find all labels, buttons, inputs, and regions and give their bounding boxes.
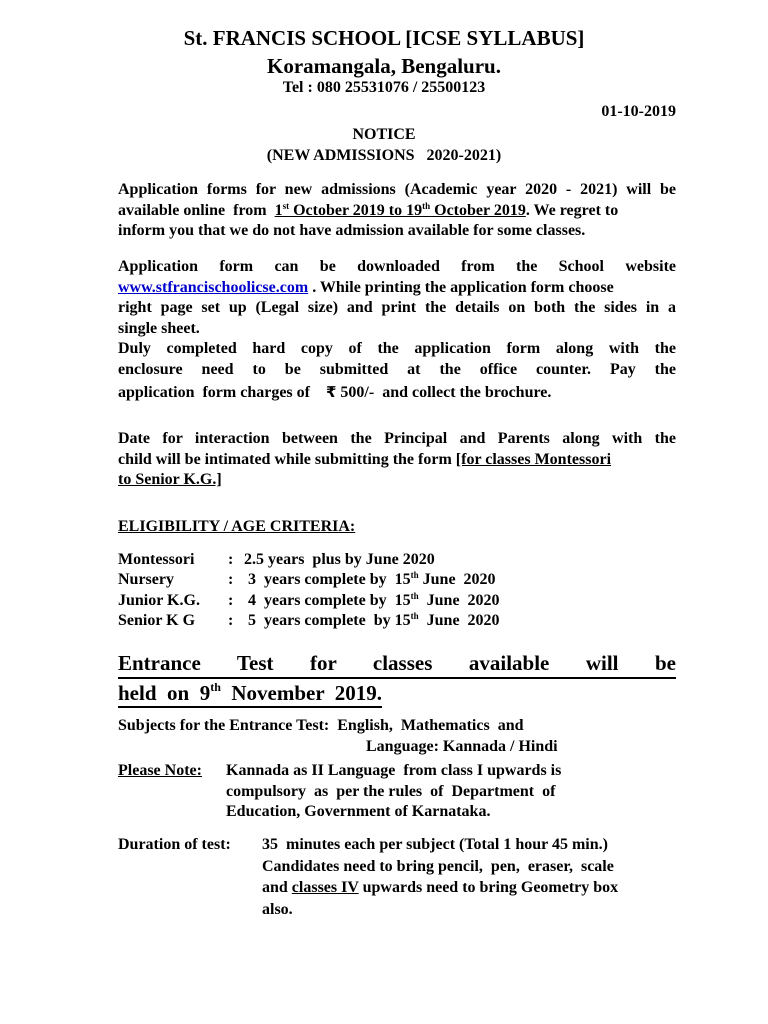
paragraph-interaction xyxy=(118,429,676,491)
paragraph-application-availability xyxy=(118,180,676,242)
date-start: 1 xyxy=(274,201,283,219)
school-location: Koramangala, Bengaluru. xyxy=(267,54,501,78)
duration-line3 xyxy=(262,877,678,899)
table-row xyxy=(118,550,500,570)
para1-line3: inform you that we do not have admission available for some classes. xyxy=(118,222,586,239)
school-name: St. FRANCIS SCHOOL [ICSE SYLLABUS] xyxy=(183,26,585,50)
notice-subtitle: (NEW ADMISSIONS 2020-2021) xyxy=(266,147,502,164)
entrance-line2-sup: th xyxy=(210,680,221,694)
para3-line2-prefix: child will be intimated while submitting the form xyxy=(118,450,456,468)
criterion-sup: th xyxy=(410,590,419,601)
entrance-line2 xyxy=(118,680,382,708)
table-row xyxy=(118,591,500,611)
colon: : xyxy=(228,571,234,589)
date-end-sup: th xyxy=(422,200,431,211)
age-criterion xyxy=(244,570,496,590)
para1-line2 xyxy=(118,201,676,222)
colon: : xyxy=(228,611,234,629)
duration-line3-prefix: and xyxy=(262,879,292,896)
eligibility-heading-text: ELIGIBILITY / AGE CRITERIA: xyxy=(118,518,356,535)
notice-title: NOTICE xyxy=(352,126,416,143)
school-telephone: Tel : 080 25531076 / 25500123 xyxy=(282,79,486,96)
test-duration xyxy=(118,834,678,920)
notice-heading xyxy=(0,124,768,166)
entrance-line2-prefix: held on 9 xyxy=(118,681,211,705)
date-start-sup: st xyxy=(282,200,290,211)
criterion-text: 3 years complete by 15 xyxy=(244,571,411,589)
criterion-post: June 2020 xyxy=(418,591,500,609)
table-row xyxy=(118,570,500,590)
date-end-rest: October 2019 xyxy=(430,201,526,219)
entrance-line2-suffix: November 2019. xyxy=(220,681,383,705)
form-charge-amount: 500/- xyxy=(336,384,375,401)
age-criterion xyxy=(244,611,500,631)
criterion-post: June 2020 xyxy=(418,571,496,589)
criterion-sup: th xyxy=(410,570,419,581)
class-name: Junior K.G. xyxy=(118,591,200,609)
para2-line2-rest: . While printing the application form choose xyxy=(308,278,614,296)
criterion-text: 5 years complete by 15 xyxy=(244,611,411,629)
criterion-text: 2.5 years plus by June 2020 xyxy=(244,551,435,568)
para1-line2-prefix: available online from xyxy=(118,201,275,219)
eligibility-table xyxy=(118,550,500,631)
para2-line5: Duly completed hard copy of the application form along with the xyxy=(118,340,676,357)
para1-line1: Application forms for new admissions (Academic year 2020 - 2021) will be xyxy=(118,181,676,198)
para2-line4: single sheet. xyxy=(118,319,200,337)
criterion-text: 4 years complete by 15 xyxy=(244,591,411,609)
application-window xyxy=(275,202,526,219)
eligibility-heading xyxy=(118,517,676,538)
duration-label: Duration of test: xyxy=(118,836,231,853)
school-website-link[interactable]: www.stfrancischoolicse.com xyxy=(118,278,309,296)
colon: : xyxy=(228,551,234,568)
table-row xyxy=(118,611,500,631)
subjects-for-test xyxy=(118,716,676,757)
colon: : xyxy=(228,591,234,609)
para2-line7-suffix: and collect the brochure. xyxy=(374,384,552,401)
para2-line7 xyxy=(118,382,676,404)
para2-line2 xyxy=(118,278,676,299)
paragraph-download-instructions xyxy=(118,257,676,404)
para3-line1: Date for interaction between the Principal and Parents along with the xyxy=(118,430,676,447)
duration-line1: 35 minutes each per subject (Total 1 hour 45 min.) xyxy=(262,836,608,853)
class-name: Montessori xyxy=(118,551,195,568)
class-name: Nursery xyxy=(118,571,174,589)
age-criterion xyxy=(244,550,435,570)
class-name: Senior K G xyxy=(118,611,196,629)
para2-line6: enclosure need to be submitted at the office counter. Pay the xyxy=(118,360,676,378)
please-note-line2: compulsory as per the rules of Department of xyxy=(226,782,556,800)
date-start-rest: October 2019 to 19 xyxy=(289,201,423,219)
please-note-line1: Kannada as II Language from class I upwards is xyxy=(226,762,562,779)
criterion-post: June 2020 xyxy=(418,611,500,629)
entrance-line1: Entrance Test for classes available will be xyxy=(118,649,676,679)
notice-date: 01-10-2019 xyxy=(601,103,676,120)
criterion-sup: th xyxy=(410,610,419,621)
para1-line2-suffix: . We regret to xyxy=(525,201,619,219)
subjects-line1: Subjects for the Entrance Test: English, Mathematics and xyxy=(118,717,524,734)
please-note-line3: Education, Government of Karnataka. xyxy=(226,803,491,820)
duration-line3-suffix: upwards need to bring Geometry box xyxy=(358,879,619,896)
para3-line2 xyxy=(118,450,676,471)
para3-line3-underlined: to Senior K.G.] xyxy=(118,471,222,488)
para3-line2-underlined: [for classes Montessori xyxy=(455,450,612,468)
duration-line4: also. xyxy=(262,900,293,918)
para2-line1: Application form can be downloaded from the School website xyxy=(118,258,676,275)
subjects-line2: Language: Kannada / Hindi xyxy=(366,737,558,755)
please-note xyxy=(118,761,678,823)
duration-line2: Candidates need to bring pencil, pen, eraser, scale xyxy=(262,857,614,875)
para2-line7-prefix: application form charges of xyxy=(118,384,326,401)
rupee-icon: ₹ xyxy=(325,383,337,401)
duration-line3-underlined: classes IV xyxy=(291,879,359,896)
age-criterion xyxy=(244,591,500,611)
please-note-label: Please Note: xyxy=(118,762,202,779)
para2-line3: right page set up (Legal size) and print the details on both the sides in a xyxy=(118,299,676,316)
entrance-test-announcement xyxy=(118,649,676,708)
